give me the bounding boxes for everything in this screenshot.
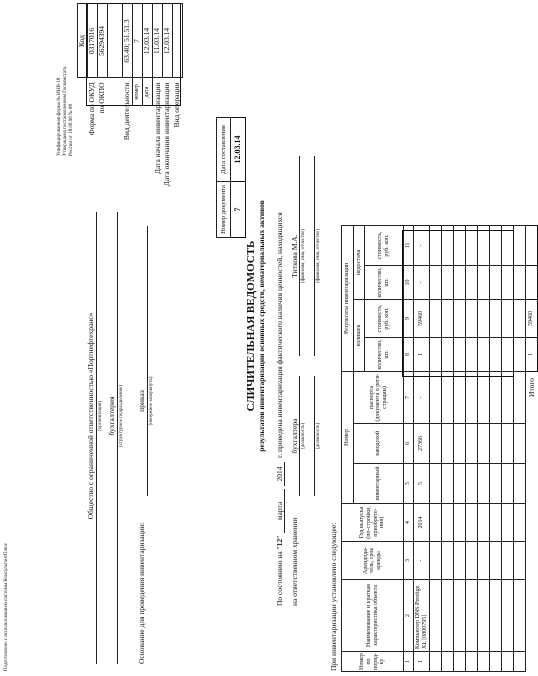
okpo-label: по ОКПО (97, 82, 107, 114)
number-label: номер (133, 78, 143, 106)
header-num: Номер по поряд-ку (342, 652, 404, 672)
doc-date-value: 12.03.14 (231, 118, 246, 182)
colnum-6: 6 (404, 424, 414, 464)
form-note-1: Унифицированная форма № ИНВ-18 (57, 77, 62, 156)
colnum-10: 10 (404, 265, 414, 299)
header-results: Результаты инвентаризации (342, 225, 354, 371)
person2-line (314, 156, 315, 356)
position2-line (314, 376, 315, 496)
header-qty2: количество, шт. (365, 265, 404, 299)
document-subtitle: результатов инвентаризации основных средств, нематериальных активов (257, 200, 266, 452)
form-note-3: России от 18.08.98 № 88 (69, 104, 74, 156)
header-cost2: стоимость, руб. коп. (365, 225, 404, 265)
colnum-7: 7 (404, 371, 414, 423)
state-mid: " (275, 535, 284, 539)
document-info-table (216, 117, 246, 238)
row-year: 2014 (414, 504, 430, 542)
organization-caption: (организация) (98, 401, 103, 431)
colnum-1: 1 (404, 652, 414, 672)
organization-name: Общество с ограниченной ответственностью «Портнефтехранс» (86, 312, 95, 520)
header-cost: стоимость, руб. коп. (365, 299, 404, 337)
header-inventory: инвентарный (354, 464, 404, 504)
empty-row (514, 225, 526, 671)
state-day: 12 (275, 538, 284, 547)
document-title: СЛИЧИТЕЛЬНАЯ ВЕДОМОСТЬ (245, 240, 257, 412)
custody-label: на ответственном хранении (290, 517, 299, 606)
unit-name: бухгалтерия (107, 396, 116, 436)
header-passport: паспорта (документа о реги-страции) (354, 371, 404, 423)
operation-label: Вид операции (172, 82, 182, 128)
state-prefix: По состоянию на " (275, 546, 284, 606)
colnum-5: 5 (404, 464, 414, 504)
established-text: При инвентаризации установлено следующее: (329, 522, 338, 671)
header-qty: количество, шт. (365, 337, 404, 371)
doc-number-value: 7 (231, 182, 246, 238)
row-inventory: 5 (414, 464, 430, 504)
header-year: Год выпуска (по-стройки, приобрете-ния) (342, 504, 404, 542)
state-suffix: г. проведена инвентаризация фактического наличия ценностей, находящихся (275, 212, 284, 458)
year-line (284, 462, 285, 486)
colnum-9: 9 (404, 299, 414, 337)
position-line (299, 376, 300, 496)
end-value: 12.03.14 (163, 4, 173, 78)
total-row (526, 225, 538, 671)
row-qty: 1 (414, 337, 430, 371)
person-value: Титкова М.А. (290, 234, 299, 278)
doc-date-header: Дата составления (217, 118, 231, 182)
state-line (276, 536, 284, 606)
activity-value: 63.40; 51.51.3 (123, 4, 133, 78)
row-name: Компьютер DNS Prestige XL [0800795] (414, 580, 430, 652)
colnum-3: 3 (404, 542, 414, 580)
position-value: бухгалтера (290, 418, 299, 454)
start-value: 11.03.14 (153, 4, 163, 78)
colnum-2: 2 (404, 580, 414, 652)
header-name: Наименование и краткая характеристика объекта (342, 580, 404, 652)
header-shortage: недостача (354, 225, 365, 299)
organization-line (96, 212, 97, 664)
end-label: Дата окончания инвентаризации (162, 82, 172, 187)
activity-label: Вид деятельности (122, 82, 132, 141)
total-label: Итого (526, 377, 536, 397)
position2-caption: (должность) (316, 422, 321, 450)
colnum-11: 11 (404, 225, 414, 265)
date-label: дата (143, 78, 153, 106)
start-label: Дата начала инвентаризации (152, 82, 162, 175)
okpo-value: 56294394 (98, 4, 108, 78)
form-note-2: Утверждена постановлением Госкомстата (63, 66, 68, 156)
row-qty2: - (414, 265, 430, 299)
person-caption: (фамилия, имя, отчество) (301, 229, 306, 283)
okud-label: Форма по ОКУД (87, 82, 97, 136)
header-number-group: Номер (342, 371, 354, 503)
month-line (284, 489, 285, 533)
row-cost2: - (414, 225, 430, 265)
okud-value: 0317016 (88, 4, 98, 78)
basis-value: приказ (137, 390, 146, 412)
code-header: Код (78, 4, 88, 78)
codes-frame (86, 3, 181, 106)
row-passport: - (414, 371, 430, 423)
row-lease: - (414, 542, 430, 580)
results-frame (402, 230, 514, 377)
unit-line (117, 212, 118, 664)
colnum-4: 4 (404, 504, 414, 542)
header-lease: Арендода-тель, срок аренды (342, 542, 404, 580)
row-num: 1 (414, 652, 430, 672)
unit-caption: (структурное подразделение) (119, 384, 124, 448)
row-cost: 59460 (414, 299, 430, 337)
person2-caption: (фамилия, имя, отчество) (316, 229, 321, 283)
row-factory: 27366 (414, 424, 430, 464)
header-factory: заводской (354, 424, 404, 464)
number-value: 7 (133, 4, 143, 78)
consultant-note: Подготовлено с использованием системы КонсультантПлюс (4, 542, 9, 671)
total-qty: 1 (526, 337, 538, 371)
basis-line (147, 226, 148, 496)
colnum-8: 8 (404, 337, 414, 371)
position-caption: (должность) (301, 422, 306, 450)
state-year: 2014 (275, 466, 284, 482)
total-cost: 59460 (526, 299, 538, 337)
header-surplus: излишек (354, 299, 365, 371)
date-value: 12.03.14 (143, 4, 153, 78)
total-cost2 (526, 225, 538, 265)
state-month: марта (275, 501, 284, 521)
person-line (299, 156, 300, 356)
basis-caption: (ненужное зачеркнуть) (149, 376, 154, 426)
total-qty2 (526, 265, 538, 299)
basis-label: Основание для проведения инвентаризации: (137, 522, 146, 664)
doc-number-header: Номер документа (217, 182, 231, 238)
